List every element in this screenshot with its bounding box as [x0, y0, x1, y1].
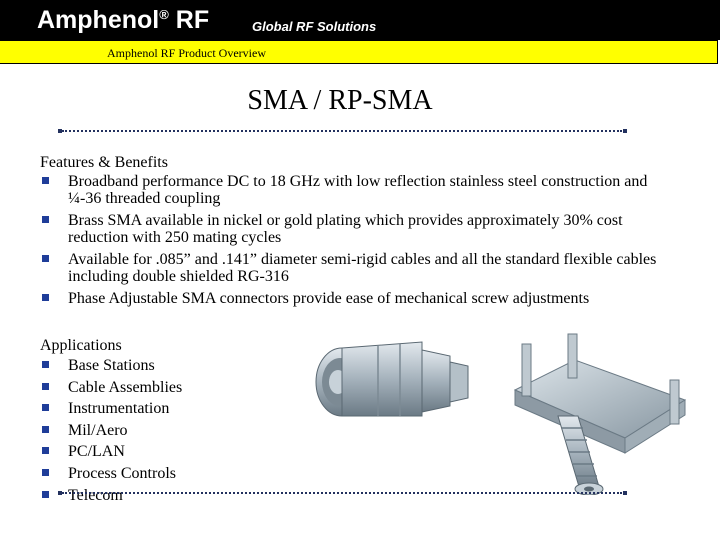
square-bullet-icon: [42, 255, 49, 262]
list-item-text: Telecom: [68, 486, 123, 504]
applications-heading: Applications: [40, 337, 122, 354]
list-item: [40, 357, 320, 379]
square-bullet-icon: [42, 294, 49, 301]
list-item: [40, 173, 670, 207]
brand-logo: [37, 6, 209, 35]
brand-suffix: RF: [175, 6, 210, 34]
list-item-text: Instrumentation: [68, 400, 170, 418]
square-bullet-icon: [42, 216, 49, 223]
features-heading: Features & Benefits: [40, 154, 168, 171]
list-item: [40, 379, 320, 401]
page-title: SMA / RP-SMA: [247, 85, 433, 116]
square-bullet-icon: [42, 469, 49, 476]
rp-sma-pcb-jack-icon: [515, 334, 685, 495]
list-item-text: Available for .085” and .141” diameter semi-rigid cables and all the standard flexible cables including double shielded RG-316: [68, 251, 657, 285]
list-item-text: PC/LAN: [68, 443, 125, 461]
bottom-divider: [62, 492, 622, 494]
brand-name: Amphenol: [37, 6, 160, 34]
divider-endpoint: [623, 491, 627, 495]
square-bullet-icon: [42, 447, 49, 454]
subtitle: Amphenol RF Product Overview: [107, 46, 266, 60]
top-divider: [62, 130, 622, 132]
list-item-text: Brass SMA available in nickel or gold plating which provides approximately 30% cost reduction with 250 mating cycles: [68, 212, 623, 246]
square-bullet-icon: [42, 426, 49, 433]
list-item: [40, 212, 670, 246]
list-item-text: Base Stations: [68, 357, 155, 374]
square-bullet-icon: [42, 383, 49, 390]
tagline: Global RF Solutions: [252, 19, 377, 34]
list-item-text: Cable Assemblies: [68, 378, 183, 396]
list-item-text: Mil/Aero: [68, 421, 128, 439]
applications-list: [40, 357, 320, 508]
divider-endpoint: [58, 491, 62, 495]
list-item: [40, 290, 670, 307]
list-item-text: Broadband performance DC to 18 GHz with low reflection stainless steel construction and ¼-36 threaded coupling: [68, 173, 648, 207]
list-item-text: Phase Adjustable SMA connectors provide ease of mechanical screw adjustments: [68, 290, 590, 307]
list-item: [40, 400, 320, 422]
list-item: [40, 487, 320, 509]
features-list: [40, 173, 670, 312]
list-item: [40, 465, 320, 487]
product-image: [300, 320, 700, 495]
header-bar: [0, 0, 720, 40]
registered-mark: ®: [159, 7, 169, 22]
divider-endpoint: [623, 129, 627, 133]
divider-endpoint: [58, 129, 62, 133]
square-bullet-icon: [42, 361, 49, 368]
list-item: [40, 443, 320, 465]
square-bullet-icon: [42, 177, 49, 184]
square-bullet-icon: [42, 491, 49, 498]
square-bullet-icon: [42, 404, 49, 411]
list-item: [40, 251, 670, 285]
list-item-text: Process Controls: [68, 464, 176, 482]
sma-plug-connector-icon: [316, 342, 468, 416]
list-item: [40, 422, 320, 444]
